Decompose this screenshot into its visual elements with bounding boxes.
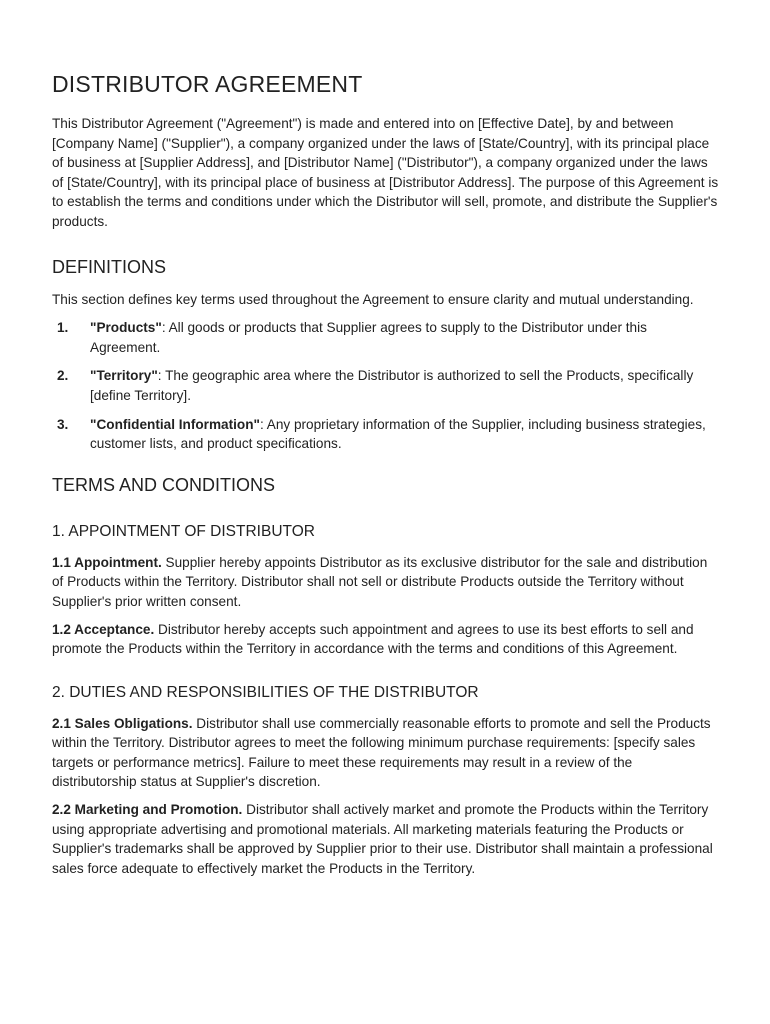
clause-1-1 (52, 553, 720, 612)
clause-lead: 1.1 Appointment. (52, 554, 162, 570)
clause-text: Distributor hereby accepts such appointment and agrees to use its best efforts to sell and promote the Products within the Territory in accordance with the terms and conditions of this Agreement. (52, 621, 694, 657)
terms-heading: TERMS AND CONDITIONS (52, 474, 276, 495)
clause-lead: 2.1 Sales Obligations. (52, 715, 193, 731)
section-heading-appointment: 1. APPOINTMENT OF DISTRIBUTOR (52, 522, 315, 540)
definition-number: 3. (57, 416, 69, 432)
definitions-heading: DEFINITIONS (52, 256, 167, 277)
clause-lead: 2.2 Marketing and Promotion. (52, 802, 243, 818)
definition-text: : The geographic area where the Distributor is authorized to sell the Products, specifically [define Territory]. (90, 368, 694, 403)
clause-2-1 (52, 714, 720, 792)
clause-text: Distributor shall use commercially reasonable efforts to promote and sell the Products within the Territory. Distributor agrees to meet the following minimum purchase requirements: [specify sales targets or performance metrics]. Failure to meet these requirements may result in a review of the distributorship status at Supplier's discretion. (52, 715, 711, 790)
document-page (52, 68, 720, 878)
clause-2-2 (52, 800, 720, 878)
definition-number: 1. (57, 320, 69, 336)
definition-item (52, 415, 720, 454)
definition-text: : All goods or products that Supplier agrees to supply to the Distributor under this Agreement. (90, 320, 647, 355)
intro-paragraph: This Distributor Agreement ("Agreement") is made and entered into on [Effective Date], by and between [Company Name] ("Supplier"), a company organized under the laws of [State/Country], with its principal place of business at [Supplier Address], and [Distributor Name] ("Distributor"), a company organized under the laws of [State/Country], with its principal place of business at [Distributor Address]. The purpose of this Agreement is to establish the terms and conditions under which the Distributor will sell, promote, and distribute the Supplier's products. (52, 116, 719, 229)
clause-lead: 1.2 Acceptance. (52, 621, 155, 637)
definition-text: : Any proprietary information of the Supplier, including business strategies, customer lists, and product specifications. (90, 416, 706, 452)
definition-term: "Confidential Information" (90, 416, 260, 432)
clause-1-2 (52, 620, 720, 659)
section-heading-duties: 2. DUTIES AND RESPONSIBILITIES OF THE DISTRIBUTOR (52, 683, 479, 701)
definitions-list (52, 318, 720, 454)
clause-text: Supplier hereby appoints Distributor as its exclusive distributor for the sale and distribution of Products within the Territory. Distributor shall not sell or distribute Products outside the Territory without Supplier's prior written consent. (52, 554, 708, 609)
definition-number: 2. (57, 368, 69, 384)
definition-term: "Products" (90, 320, 162, 336)
definition-term: "Territory" (90, 368, 158, 384)
definitions-intro: This section defines key terms used throughout the Agreement to ensure clarity and mutual understanding. (52, 291, 694, 307)
document-title: DISTRIBUTOR AGREEMENT (52, 71, 363, 97)
definition-item (52, 318, 720, 357)
definition-item (52, 366, 720, 405)
clause-text: Distributor shall actively market and promote the Products within the Territory using appropriate advertising and promotional materials. All marketing materials featuring the Products or Supplier's trademarks shall be approved by Supplier prior to their use. Distributor shall maintain a professional sales force adequate to effectively market the Products in the Territory. (52, 802, 713, 876)
